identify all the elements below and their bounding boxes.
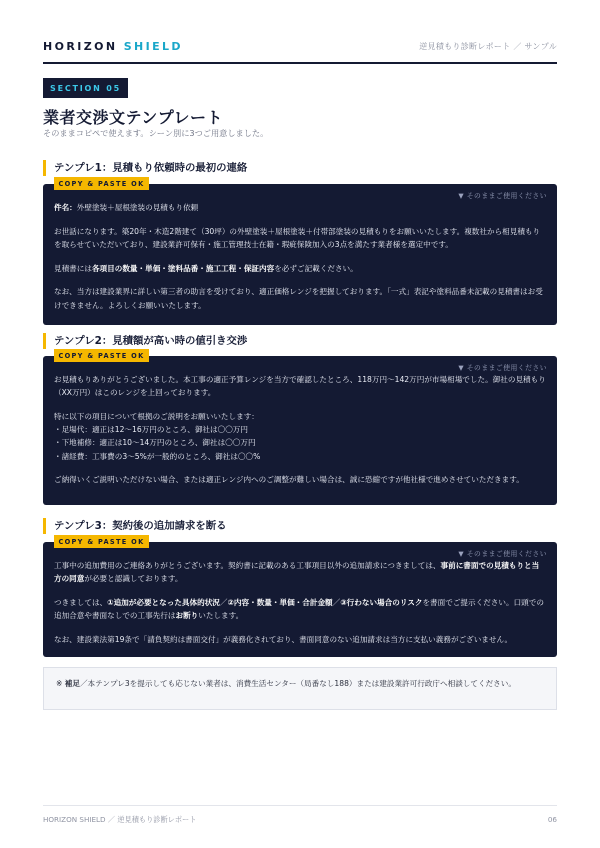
template1-subject [54, 201, 546, 214]
note-text: ／本テンプレ3を提示しても応じない業者は、消費生活センター（局番なし188）または建設業許可行政庁へ相談してください。 [79, 679, 516, 688]
template3-title: テンプレ3：契約後の追加請求を断る [43, 518, 227, 534]
copy-paste-badge: COPY & PASTE OK [54, 535, 149, 548]
template3-para1 [54, 559, 546, 585]
template3-para3: なお、建設業法第19条で「請負契約は書面交付」が義務化されており、書面同意のない追加請求は当方に支払い義務がございません。 [54, 634, 513, 644]
template2-box[interactable] [43, 356, 557, 505]
note-label: 補足 [64, 679, 80, 688]
copy-paste-badge: COPY & PASTE OK [54, 177, 149, 190]
template2-para3: ご納得いくご説明いただけない場合、または適正レンジ内へのご調整が難しい場合は、誠に恐縮ですが他社様で進めさせていただきます。 [54, 475, 524, 485]
para-text: を書面でご提示ください。口頭での追加合意や書面なしでの工事先行は [54, 597, 544, 621]
report-label: 逆見積もり診断レポート ／ サンプル [419, 42, 557, 51]
para-bold: ①追加が必要となった具体的状況 [107, 597, 220, 607]
brand-logo [43, 40, 183, 53]
page-subtitle: そのままコピペで使えます。シーン別に3つご用意しました。 [43, 128, 269, 138]
page-title: 業者交渉文テンプレート [43, 108, 224, 127]
template2-item2: ・下地補修：適正は10〜14万円のところ、御社は〇〇万円 [54, 438, 256, 448]
footer-title: HORIZON SHIELD ／ 逆見積もり診断レポート [43, 815, 197, 824]
brand-accent: SHIELD [123, 40, 183, 53]
template2-item3: ・諸経費：工事費の3〜5%が一般的のところ、御社は〇〇% [54, 451, 261, 461]
para-text: 工事中の追加費用のご連絡ありがとうございます。契約書に記載のある工事項目以外の追加請求につきましては、 [54, 561, 441, 570]
use-note: ▼ そのままご使用ください [458, 192, 547, 200]
use-note: ▼ そのままご使用ください [458, 364, 547, 372]
template1-title: テンプレ1：見積もり依頼時の最初の連絡 [43, 160, 247, 176]
template3-para2 [54, 596, 546, 622]
template3-box[interactable] [43, 542, 557, 657]
para-text: 見積書には [54, 263, 92, 273]
para-text: ／ [219, 597, 228, 607]
subject-label: 件名： [54, 203, 77, 212]
para-bold: お断り [175, 611, 199, 621]
para-text: いたします。 [198, 611, 244, 621]
template2-para1: お見積もりありがとうございました。本工事の適正予算レンジを当方で確認したところ、118万円〜142万円が市場相場でした。御社の見積もり（XX万円）はこのレンジを上回っております。 [54, 375, 546, 398]
brand-main: HORIZON [43, 40, 124, 53]
section-badge: SECTION 05 [43, 78, 128, 98]
template1-para3: なお、当方は建設業界に詳しい第三者の助言を受けており、適正価格レンジを把握しております。「一式」表記や塗料品番未記載の見積書はお受けできません。よろしくお願いいたします。 [54, 287, 543, 310]
template1-para1: お世話になります。築20年・木造2階建て（30坪）の外壁塗装＋屋根塗装＋付帯部塗装の見積もりをお願いいたします。複数社から相見積もりを取らせていただいており、建設業許可保有・施工管理技士在籍・瑕疵保険加入の3点を満たす業者様を選定中です。 [54, 226, 541, 249]
para-bold: 事前に書面での見積もりと当方の同意 [54, 561, 540, 584]
page-footer [43, 805, 557, 825]
para-text: ／ [332, 597, 341, 607]
use-note: ▼ そのままご使用ください [458, 550, 547, 558]
copy-paste-badge: COPY & PASTE OK [54, 349, 149, 362]
template1-para2 [54, 262, 546, 275]
template2-item1: ・足場代：適正は12〜16万円のところ、御社は〇〇万円 [54, 425, 248, 435]
note-prefix: ※ [56, 679, 65, 688]
para-text: つきましては、 [54, 597, 108, 607]
page-number: 06 [547, 815, 557, 824]
para-text: が必要と認識しております。 [84, 574, 183, 584]
template1-box[interactable] [43, 184, 557, 325]
para-bold: ②内容・数量・単価・合計金額 [227, 597, 333, 607]
subject-text: 外壁塗装＋屋根塗装の見積もり依頼 [76, 203, 199, 212]
template2-list-intro: 特に以下の項目について根拠のご説明をお願いいたします： [54, 411, 259, 421]
page-header [43, 38, 557, 64]
supplement-note [43, 667, 557, 710]
para-text: を必ずご記載ください。 [274, 263, 358, 273]
para-bold: 各項目の数量・単価・塗料品番・施工工程・保証内容 [91, 263, 275, 273]
template2-title: テンプレ2：見積額が高い時の値引き交渉 [43, 333, 247, 349]
para-bold: ③行わない場合のリスク [340, 597, 423, 607]
